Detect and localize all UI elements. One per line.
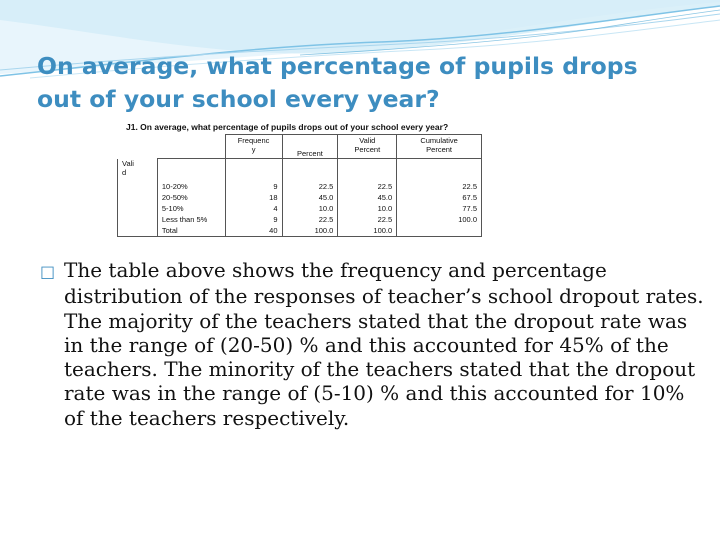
cell-valid-percent: 22.5 [338, 181, 397, 192]
header-valid-percent: Valid Percent [338, 135, 397, 159]
table-row [118, 203, 482, 214]
cell-percent: 100.0 [282, 225, 338, 237]
cell-cumulative-percent: 67.5 [397, 192, 482, 203]
table-header-row [118, 135, 482, 159]
table-row [118, 159, 482, 181]
cell-cumulative-percent [397, 225, 482, 237]
body-paragraph [40, 258, 704, 430]
header-cumulative-percent: Cumulative Percent [397, 135, 482, 159]
frequency-table-image [117, 122, 482, 244]
cell-percent: 22.5 [282, 181, 338, 192]
cell-valid-percent: 22.5 [338, 214, 397, 225]
cell-valid-percent: 10.0 [338, 203, 397, 214]
cell-valid-percent: 45.0 [338, 192, 397, 203]
row-label: Total [157, 225, 225, 237]
cell-frequency: 9 [225, 214, 282, 225]
box-bullet-icon: □ [40, 262, 56, 281]
cell-valid-percent: 100.0 [338, 225, 397, 237]
cell-percent: 10.0 [282, 203, 338, 214]
cell-frequency: 4 [225, 203, 282, 214]
header-corner [118, 135, 226, 159]
row-label: 5-10% [161, 203, 184, 213]
table-row [118, 214, 482, 225]
row-label: 20-50% [161, 192, 188, 202]
slide-title: On average, what percentage of pupils drops out of your school every year? [37, 52, 638, 113]
cell-percent: 45.0 [282, 192, 338, 203]
header-percent: Percent [282, 135, 338, 159]
frequency-table [117, 134, 482, 237]
cell-percent: 22.5 [282, 214, 338, 225]
table-caption: J1. On average, what percentage of pupils drops out of your school every year? [126, 122, 449, 132]
cell-frequency: 40 [225, 225, 282, 237]
cell-frequency: 18 [225, 192, 282, 203]
row-spacer [157, 159, 225, 181]
cell-cumulative-percent: 22.5 [397, 181, 482, 192]
cell-cumulative-percent: 100.0 [397, 214, 482, 225]
row-group-label: Vali d [118, 159, 158, 237]
table-row [118, 181, 482, 192]
table-row [118, 192, 482, 203]
table-row [118, 225, 482, 237]
row-label: Less than 5% [161, 214, 208, 224]
header-frequency: Frequenc y [225, 135, 282, 159]
cell-frequency: 9 [225, 181, 282, 192]
row-label: 10-20% [161, 181, 188, 191]
body-text: The table above shows the frequency and percentage distribution of the responses of teacher’s school dropout rates. The majority of the teachers stated that the dropout rate was in the range of (20-50) % and this accounted for 45% of the teachers. The minority of the teachers stated that the dropout rate was in the range of (5-10) % and this accounted for 10% of the teachers respectively. [64, 258, 704, 430]
cell-cumulative-percent: 77.5 [397, 203, 482, 214]
